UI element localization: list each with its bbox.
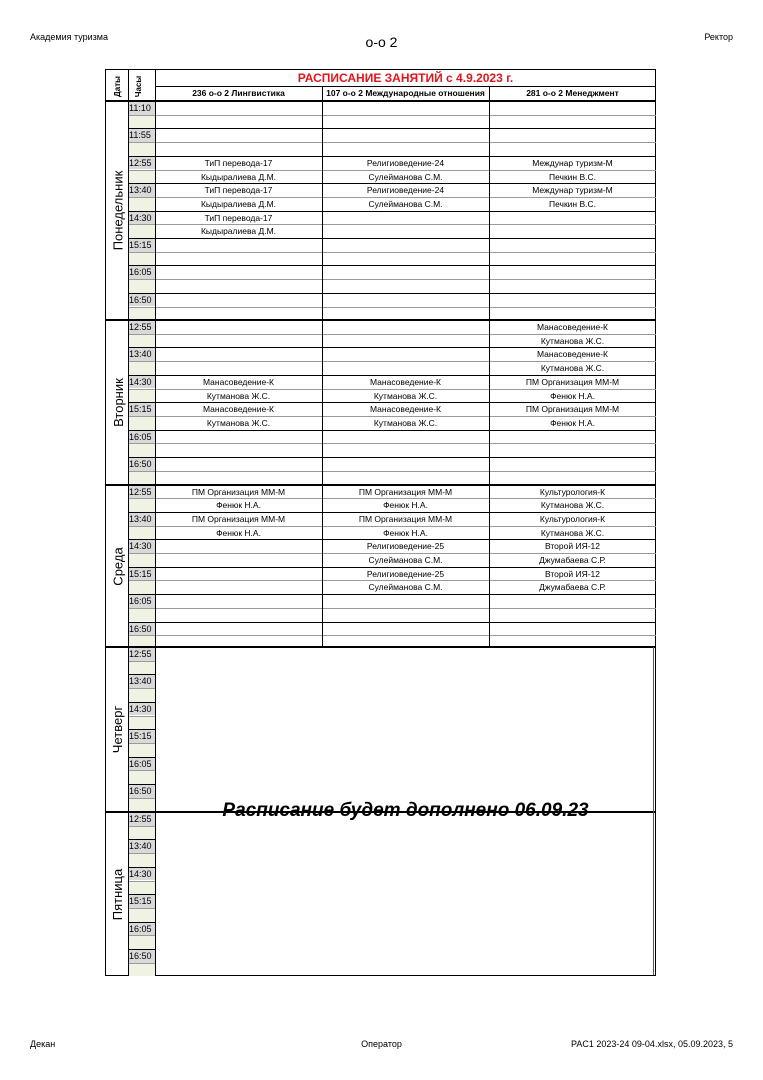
schedule-cell: Кутманова Ж.С. bbox=[540, 500, 605, 511]
row-line bbox=[128, 238, 656, 239]
row-line bbox=[128, 661, 155, 662]
row-line bbox=[128, 608, 656, 609]
row-line bbox=[128, 307, 656, 308]
col-divider-group-2 bbox=[489, 87, 490, 647]
time-cell-light bbox=[129, 142, 155, 156]
time-label: 16:05 bbox=[129, 596, 152, 607]
row-line bbox=[128, 894, 155, 895]
schedule-cell: Фенюк Н.А. bbox=[383, 527, 428, 538]
row-line bbox=[128, 402, 656, 403]
schedule-cell: Религиоведение-25 bbox=[366, 541, 445, 552]
time-label: 16:05 bbox=[129, 923, 152, 934]
row-line bbox=[128, 498, 656, 499]
day-label-thursday bbox=[106, 647, 130, 811]
row-line bbox=[128, 867, 155, 868]
schedule-cell: Кыдыралиева Д.М. bbox=[200, 198, 277, 209]
row-line bbox=[128, 688, 155, 689]
schedule-cell: ТиП перевода-17 bbox=[204, 212, 273, 223]
row-line bbox=[128, 197, 656, 198]
col-dates-header: Даты bbox=[112, 75, 122, 97]
time-label: 16:50 bbox=[129, 786, 152, 796]
row-line bbox=[128, 881, 155, 882]
time-label: 16:05 bbox=[129, 267, 152, 278]
schedule-cell: Кутманова Ж.С. bbox=[540, 335, 605, 346]
row-line bbox=[128, 457, 656, 458]
time-label: 16:50 bbox=[129, 459, 152, 469]
time-cell-light bbox=[129, 798, 155, 812]
time-cell-light bbox=[129, 443, 155, 457]
schedule-cell: Междунар туризм-М bbox=[532, 185, 613, 196]
time-cell-light bbox=[129, 279, 155, 293]
time-label: 14:30 bbox=[129, 541, 152, 552]
row-line bbox=[128, 526, 656, 527]
time-label: 16:50 bbox=[129, 294, 152, 305]
row-line bbox=[128, 443, 656, 444]
row-line bbox=[128, 580, 656, 581]
row-line bbox=[128, 674, 155, 675]
time-label: 15:15 bbox=[129, 568, 152, 579]
row-line bbox=[128, 279, 656, 280]
time-label: 11:55 bbox=[129, 130, 151, 141]
row-line bbox=[128, 252, 656, 253]
time-cell-light bbox=[129, 361, 155, 375]
time-cell-light bbox=[129, 170, 155, 184]
time-label: 16:05 bbox=[129, 431, 152, 442]
time-cell-light bbox=[129, 826, 155, 840]
row-line bbox=[128, 567, 656, 568]
schedule-cell: Религиоведение-24 bbox=[366, 185, 445, 196]
time-cell-light bbox=[129, 716, 155, 730]
schedule-cell: ПМ Организация ММ-М bbox=[358, 513, 453, 524]
row-line bbox=[128, 142, 656, 143]
time-label: 12:55 bbox=[129, 322, 152, 332]
row-line bbox=[128, 949, 155, 950]
row-line bbox=[128, 839, 155, 840]
row-line bbox=[128, 770, 155, 771]
row-line bbox=[128, 702, 155, 703]
row-line bbox=[128, 416, 656, 417]
schedule-cell: Кыдыралиева Д.М. bbox=[200, 226, 277, 237]
schedule-cell: Культурология-К bbox=[539, 513, 606, 524]
row-line bbox=[128, 211, 656, 212]
time-cell-light bbox=[129, 688, 155, 702]
row-line bbox=[128, 471, 656, 472]
schedule-cell: Манасоведение-К bbox=[370, 404, 441, 415]
schedule-cell: Кутманова Ж.С. bbox=[206, 390, 271, 401]
time-cell-light bbox=[129, 224, 155, 238]
schedule-cell: Фенюк Н.А. bbox=[216, 500, 261, 511]
time-label: 13:40 bbox=[129, 676, 152, 687]
time-label: 13:40 bbox=[129, 185, 152, 196]
time-label: 14:30 bbox=[129, 703, 152, 714]
schedule-cell: Культурология-К bbox=[539, 486, 606, 497]
col-divider-group-1 bbox=[322, 87, 323, 647]
footer-dean: Декан bbox=[30, 1039, 56, 1049]
schedule-cell: ТиП перевода-17 bbox=[204, 157, 273, 168]
time-cell-light bbox=[129, 881, 155, 895]
schedule-cell: Джумабаева С.Р. bbox=[539, 582, 606, 593]
day-label-tuesday bbox=[106, 320, 130, 484]
schedule-cell: Джумабаева С.Р. bbox=[539, 555, 606, 565]
schedule-title: РАСПИСАНИЕ ЗАНЯТИЙ с 4.9.2023 г. bbox=[297, 71, 514, 85]
schedule-cell: Манасоведение-К bbox=[203, 404, 274, 415]
time-cell-light bbox=[129, 389, 155, 403]
day-name: Среда bbox=[110, 547, 126, 586]
schedule-cell: Кутманова Ж.С. bbox=[206, 417, 271, 428]
time-label: 12:55 bbox=[129, 157, 152, 168]
col-hours-header: Часы bbox=[134, 75, 144, 97]
time-label: 14:30 bbox=[129, 212, 152, 223]
header-group: о-о 2 bbox=[365, 34, 398, 50]
time-cell-light bbox=[129, 935, 155, 949]
row-line bbox=[128, 635, 656, 636]
time-cell-light bbox=[129, 580, 155, 594]
day-separator bbox=[105, 484, 656, 486]
time-cell-light bbox=[129, 853, 155, 867]
row-line bbox=[128, 553, 656, 554]
day-name: Понедельник bbox=[110, 170, 126, 251]
row-line bbox=[128, 757, 155, 758]
schedule-cell: Кутманова Ж.С. bbox=[540, 527, 605, 538]
row-line bbox=[128, 334, 656, 335]
row-line bbox=[128, 183, 656, 184]
time-cell-light bbox=[129, 471, 155, 485]
row-line bbox=[128, 389, 656, 390]
time-cell-light bbox=[129, 334, 155, 348]
day-label-wednesday bbox=[106, 485, 130, 649]
schedule-notice: Расписание будет дополнено 06.09.23 bbox=[222, 800, 589, 821]
schedule-cell: Манасоведение-К bbox=[537, 322, 608, 332]
schedule-cell: Фенюк Н.А. bbox=[216, 527, 261, 538]
time-cell-light bbox=[129, 770, 155, 784]
row-line bbox=[128, 224, 656, 225]
schedule-cell: Второй ИЯ-12 bbox=[544, 568, 600, 579]
schedule-cell: Междунар туризм-М bbox=[532, 157, 613, 168]
header-underline bbox=[105, 100, 656, 101]
row-line bbox=[128, 798, 155, 799]
schedule-cell: Фенюк Н.А. bbox=[550, 390, 595, 401]
row-line bbox=[128, 622, 656, 623]
time-label: 15:15 bbox=[129, 896, 152, 907]
row-line bbox=[128, 963, 155, 964]
day-name: Пятница bbox=[110, 868, 126, 920]
row-line bbox=[128, 128, 656, 129]
row-line bbox=[128, 170, 656, 171]
group-header-1: 236 о-о 2 Лингвистика bbox=[192, 88, 285, 98]
schedule-cell: Фенюк Н.А. bbox=[383, 500, 428, 511]
row-line bbox=[128, 729, 155, 730]
day-separator bbox=[105, 319, 656, 321]
row-line bbox=[128, 293, 656, 294]
row-line bbox=[128, 115, 656, 116]
footer-file: PAC1 2023-24 09-04.xlsx, 05.09.2023, 5 bbox=[571, 1039, 733, 1049]
time-label: 13:40 bbox=[129, 841, 152, 852]
time-label: 12:55 bbox=[129, 486, 152, 497]
row-line bbox=[128, 743, 155, 744]
schedule-cell: ПМ Организация ММ-М bbox=[525, 376, 620, 387]
time-label: 14:30 bbox=[129, 868, 152, 879]
schedule-cell: Религиоведение-24 bbox=[366, 157, 445, 168]
row-line bbox=[128, 375, 656, 376]
schedule-cell: Манасоведение-К bbox=[203, 376, 274, 387]
time-cell-light bbox=[129, 963, 155, 977]
row-line bbox=[128, 922, 155, 923]
time-label: 15:15 bbox=[129, 404, 152, 415]
time-cell-light bbox=[129, 498, 155, 512]
day-label-monday bbox=[106, 101, 130, 320]
schedule-cell: ПМ Организация ММ-М bbox=[191, 513, 286, 524]
time-cell-light bbox=[129, 416, 155, 430]
schedule-cell: ПМ Организация ММ-М bbox=[191, 486, 286, 497]
group-header-2: 107 о-о 2 Международные отношения bbox=[326, 88, 485, 98]
time-cell-light bbox=[129, 908, 155, 922]
time-cell-light bbox=[129, 252, 155, 266]
schedule-cell: ПМ Организация ММ-М bbox=[358, 486, 453, 497]
row-line bbox=[128, 361, 656, 362]
row-line bbox=[128, 156, 656, 157]
schedule-cell: ТиП перевода-17 bbox=[204, 185, 273, 196]
schedule-cell: Сулейманова С.М. bbox=[368, 555, 443, 565]
time-label: 12:55 bbox=[129, 814, 152, 824]
time-label: 13:40 bbox=[129, 513, 152, 524]
time-cell-light bbox=[129, 526, 155, 540]
row-line bbox=[128, 908, 155, 909]
schedule-cell: Кыдыралиева Д.М. bbox=[200, 171, 277, 182]
row-line bbox=[128, 265, 656, 266]
footer-operator: Оператор bbox=[361, 1039, 402, 1049]
row-line bbox=[128, 347, 656, 348]
schedule-cell: Манасоведение-К bbox=[370, 376, 441, 387]
row-line bbox=[128, 826, 155, 827]
schedule-cell: Печкин В.С. bbox=[548, 198, 597, 209]
time-cell-light bbox=[129, 743, 155, 757]
time-label: 16:50 bbox=[129, 951, 152, 961]
day-name: Вторник bbox=[110, 377, 126, 427]
time-label: 16:05 bbox=[129, 758, 152, 769]
col-divider-dates bbox=[128, 70, 129, 975]
header-rector: Ректор bbox=[704, 32, 733, 42]
row-line bbox=[128, 935, 155, 936]
row-line bbox=[128, 784, 155, 785]
row-line bbox=[128, 539, 656, 540]
schedule-cell: Кутманова Ж.С. bbox=[373, 417, 438, 428]
time-label: 15:15 bbox=[129, 731, 152, 742]
time-cell-light bbox=[129, 553, 155, 567]
row-line bbox=[128, 594, 656, 595]
time-cell-light bbox=[129, 115, 155, 129]
schedule-cell: ПМ Организация ММ-М bbox=[525, 404, 620, 415]
schedule-cell: Фенюк Н.А. bbox=[550, 417, 595, 428]
schedule-cell: Манасоведение-К bbox=[537, 349, 608, 360]
day-label-friday bbox=[106, 812, 130, 976]
schedule-cell: Печкин В.С. bbox=[548, 171, 597, 182]
time-label: 12:55 bbox=[129, 649, 152, 659]
schedule-cell: Кутманова Ж.С. bbox=[373, 390, 438, 401]
schedule-cell: Сулейманова С.М. bbox=[368, 582, 443, 593]
time-cell-light bbox=[129, 608, 155, 622]
schedule-cell: Второй ИЯ-12 bbox=[544, 541, 600, 552]
time-label: 13:40 bbox=[129, 349, 152, 360]
time-label: 11:10 bbox=[129, 103, 151, 113]
time-label: 16:50 bbox=[129, 623, 152, 634]
time-label: 15:15 bbox=[129, 240, 152, 250]
time-cell-light bbox=[129, 197, 155, 211]
schedule-cell: Сулейманова С.М. bbox=[368, 198, 443, 209]
header-academy: Академия туризма bbox=[30, 32, 108, 42]
schedule-cell: Сулейманова С.М. bbox=[368, 171, 443, 182]
day-separator bbox=[105, 646, 656, 648]
row-line bbox=[128, 430, 656, 431]
col-divider-hours bbox=[155, 70, 156, 975]
schedule-cell: Религиоведение-25 bbox=[366, 568, 445, 579]
group-header-3: 281 о-о 2 Менеджмент bbox=[526, 88, 619, 98]
row-line bbox=[128, 716, 155, 717]
time-label: 14:30 bbox=[129, 376, 152, 387]
row-line bbox=[128, 853, 155, 854]
time-cell-light bbox=[129, 661, 155, 675]
row-line bbox=[128, 512, 656, 513]
day-name: Четверг bbox=[110, 705, 126, 753]
schedule-cell: Кутманова Ж.С. bbox=[540, 363, 605, 374]
